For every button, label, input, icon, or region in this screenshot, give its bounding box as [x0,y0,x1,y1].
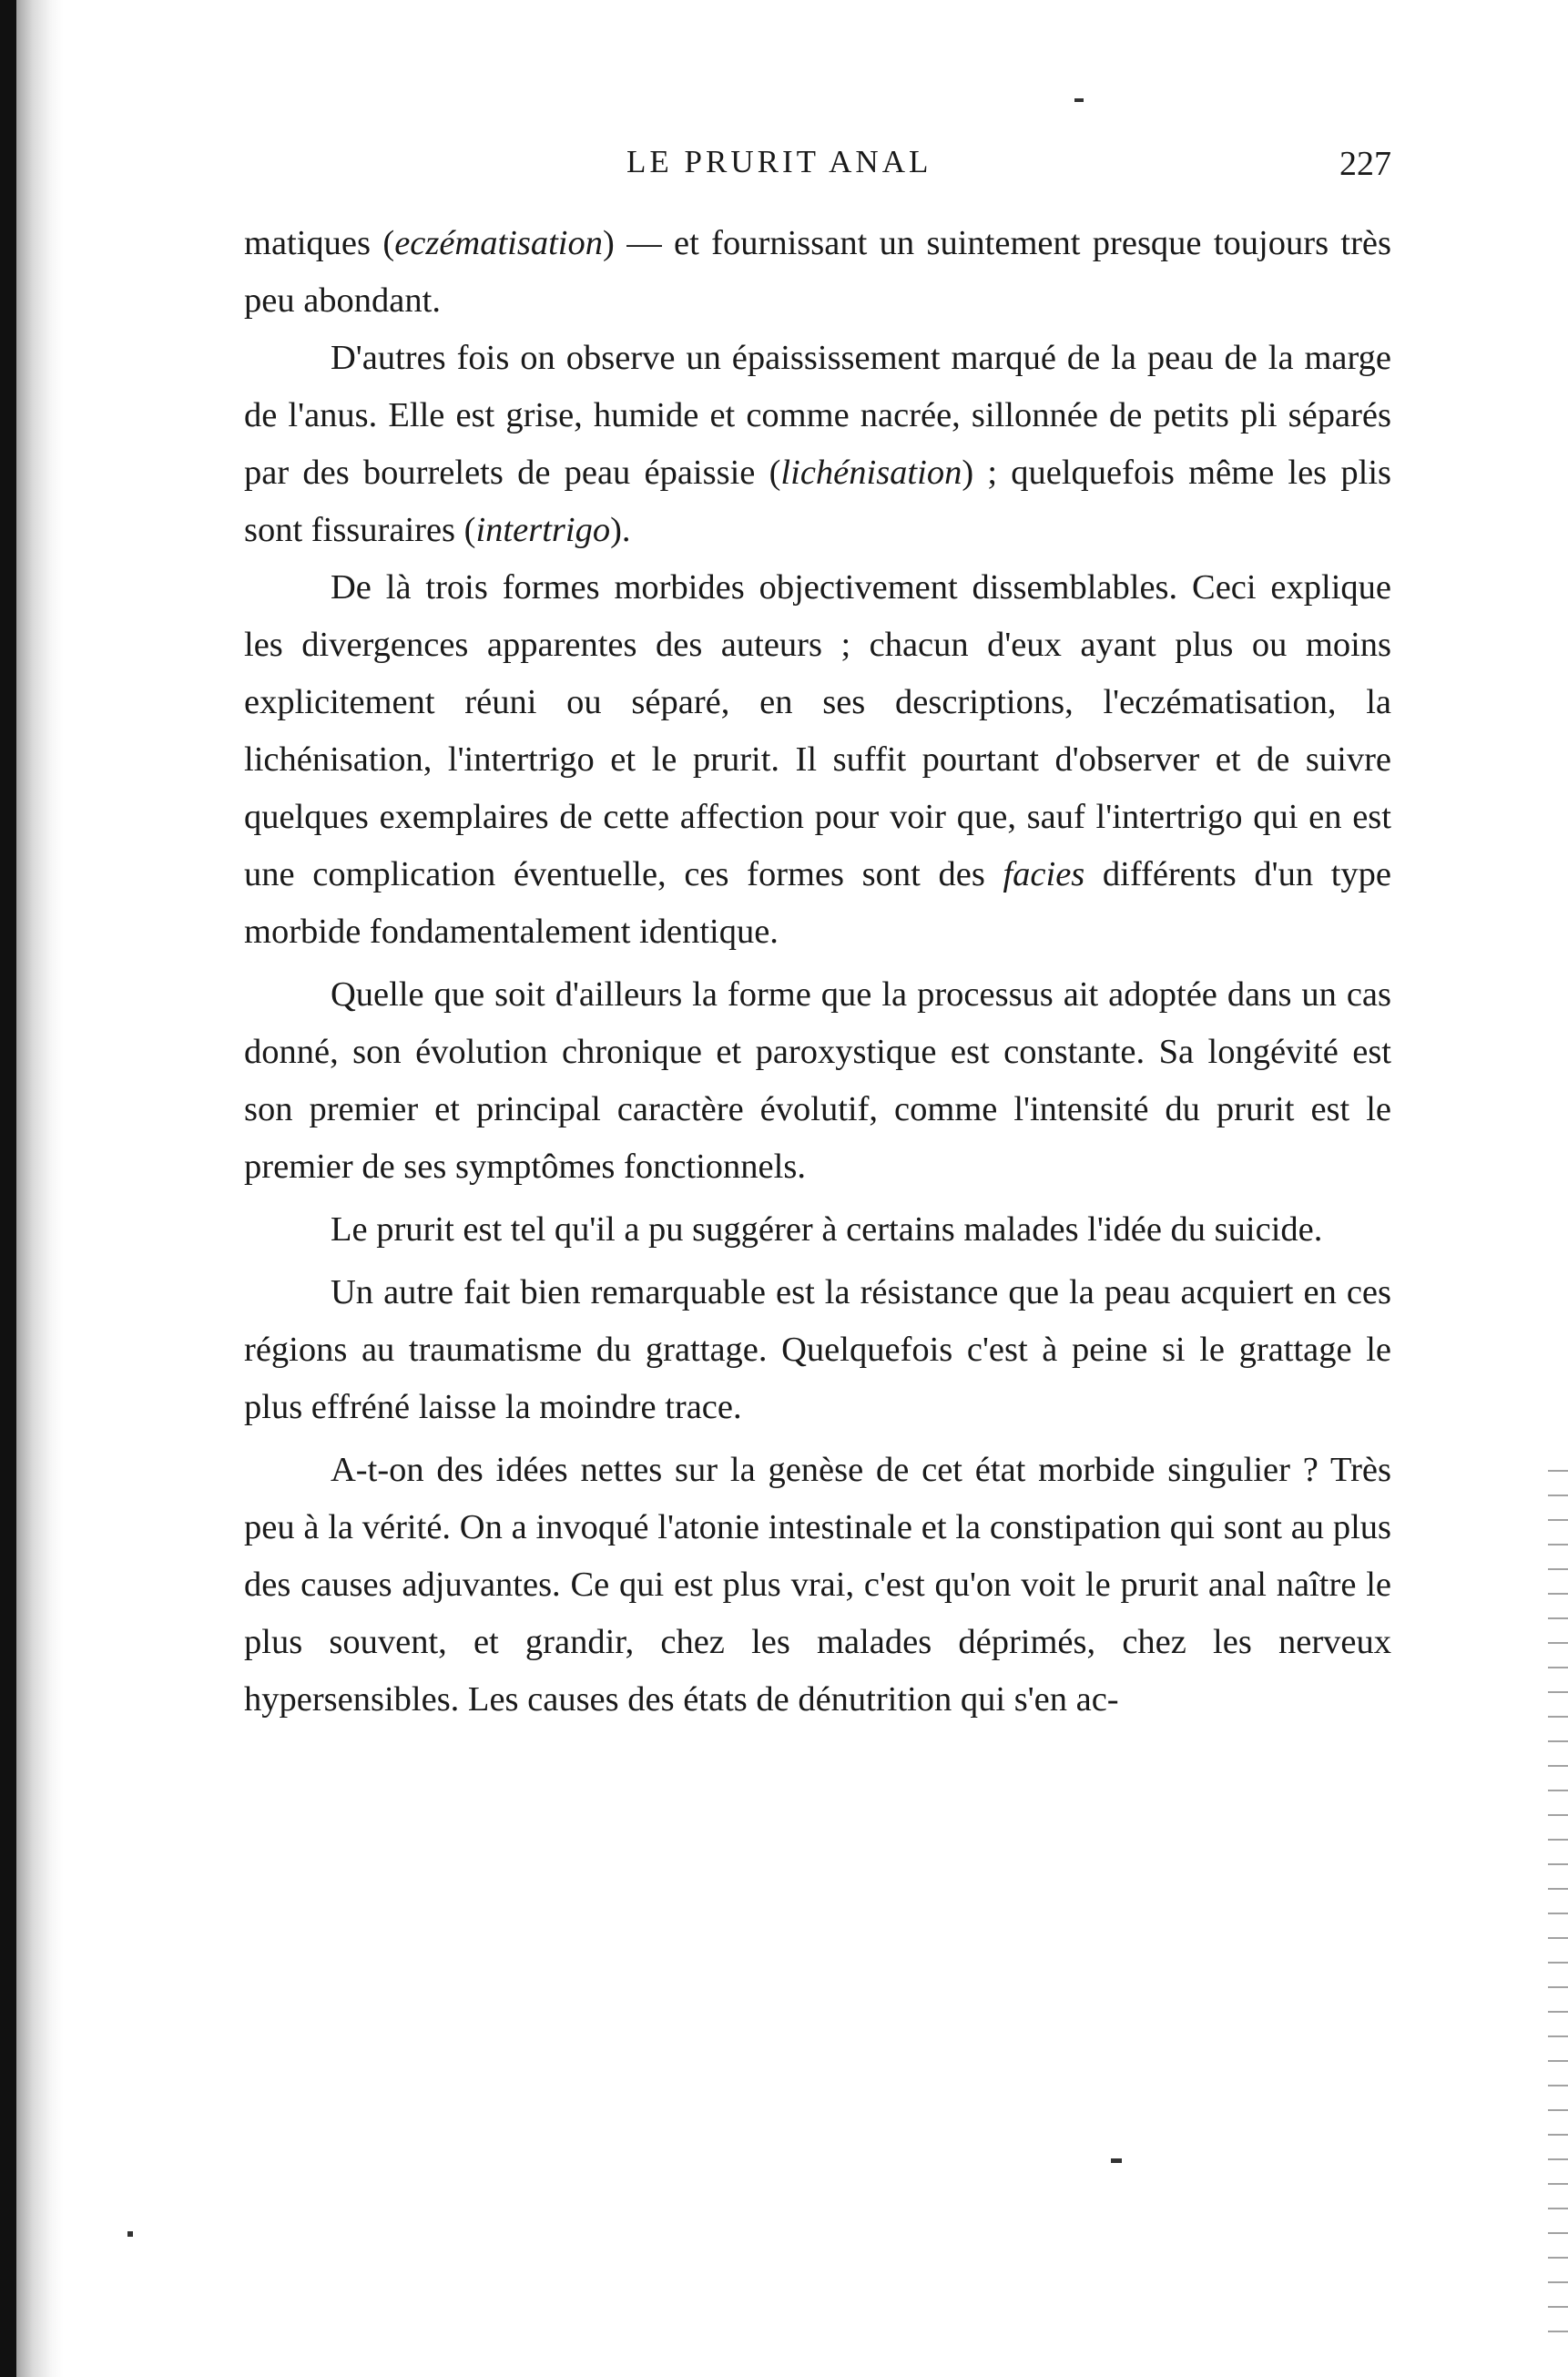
italic-term: intertrigo [475,511,611,549]
body-text [244,215,1391,1729]
text-run: A-t-on des idées nettes sur la genèse de cet état morbide singulier ? Très peu à la vérité. On a invoqué l'atonie intestinale et la constipation qui sont au plus des causes adjuvantes. Ce qui est plus vrai, c'est qu'on voit le prurit anal naître le plus souvent, et grandir, chez les malades déprimés, chez les nerveux hypersensibles. Les causes des états de dénutrition qui s'en ac- [244,1451,1391,1719]
running-header [244,144,1391,199]
binding-edge [0,0,16,2377]
text-run: De là trois formes morbides objectivement dissemblables. Ceci explique les divergences apparentes des auteurs ; chacun d'eux ayant plus ou moins explicitement réuni ou séparé, en ses descriptions, l'eczématisation, la lichénisation, l'intertrigo et le prurit. Il suffit pourtant d'observer et de suivre quelques exemplaires de cette affection pour voir que, sauf l'intertrigo qui en est une complication éventuelle, ces formes sont des [244,568,1391,893]
paragraph [244,330,1391,559]
scan-speck [1111,2158,1122,2163]
binding-shadow [16,0,64,2377]
text-run: ). [610,511,631,549]
paragraph [244,1201,1391,1259]
text-run: ) — et fournissant un suintement presque toujours très peu abondant. [244,224,1392,320]
paragraph [244,1442,1391,1729]
text-run: Quelle que soit d'ailleurs la forme que la processus ait adoptée dans un cas donné, son évolution chronique et paroxystique est constante. Sa longévité est son premier et principal caractère évolutif, comme l'intensité du prurit est le premier de ses symptômes fonctionnels. [244,975,1391,1186]
paragraph [244,966,1391,1196]
running-title: LE PRURIT ANAL [626,144,932,179]
italic-term: facies [1003,855,1085,893]
paragraph [244,215,1391,330]
paragraph [244,1264,1391,1436]
page-number: 227 [1339,145,1391,183]
text-run: différents d'un type morbide fondamentalement identique. [244,855,1391,951]
page-edge-speckle [1548,1457,1568,2350]
scan-speck [127,2231,133,2237]
text-run: D'autres fois on observe un épaississement marqué de la peau de la marge de l'anus. Elle est grise, humide et comme nacrée, sillonnée de petits pli séparés par des bourrelets de peau épaissie ( [244,339,1391,492]
text-run: Le prurit est tel qu'il a pu suggérer à certains malades l'idée du suicide. [331,1210,1323,1249]
italic-term: lichénisation [780,454,962,492]
text-run: ) ; quelquefois même les plis sont fissuraires ( [244,454,1391,549]
scan-speck [1074,98,1084,102]
italic-term: eczématisation [394,224,604,262]
paragraph [244,559,1391,961]
text-run: matiques ( [244,224,395,262]
text-run: Un autre fait bien remarquable est la résistance que la peau acquiert en ces régions au traumatisme du grattage. Quelquefois c'est à peine si le grattage le plus effréné laisse la moindre trace. [244,1273,1391,1426]
